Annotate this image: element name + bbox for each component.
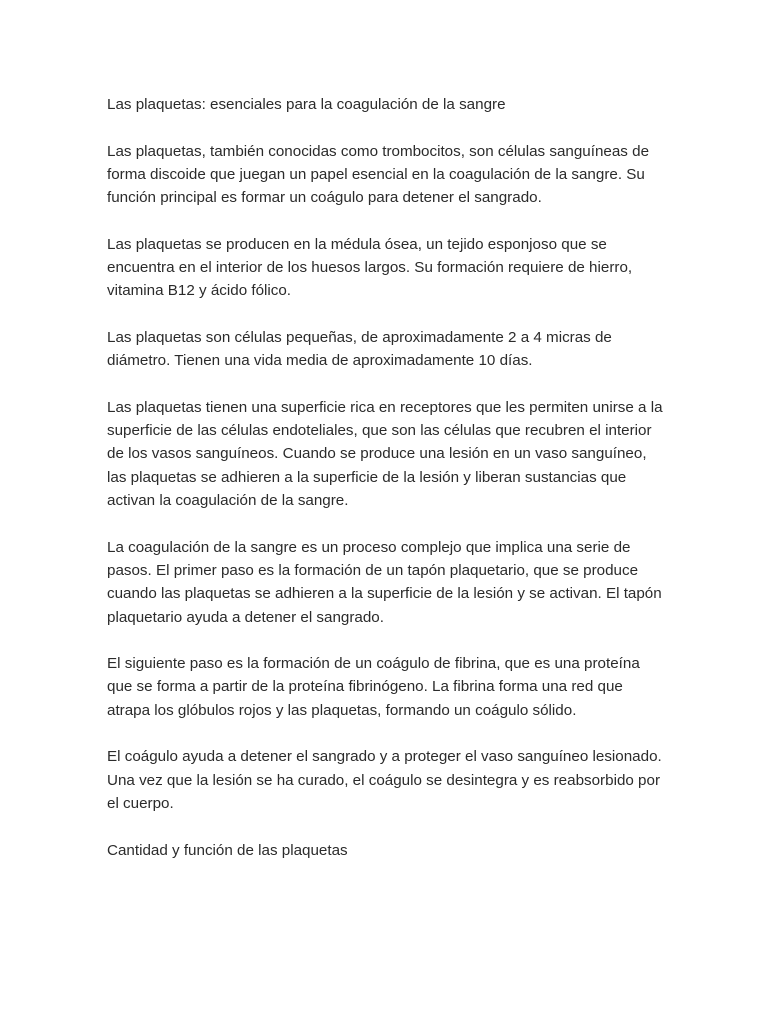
text-line: cuando las plaquetas se adhieren a la superficie de la lesión y se activan. El tapón	[107, 585, 662, 603]
paragraph-production	[107, 233, 707, 303]
text-line: función principal es formar un coágulo para detener el sangrado.	[107, 189, 542, 207]
text-line: Las plaquetas: esenciales para la coagulación de la sangre	[107, 96, 506, 113]
text-line: forma discoide que juegan un papel esencial en la coagulación de la sangre. Su	[107, 165, 645, 183]
paragraph-size	[107, 326, 707, 373]
text-line: El siguiente paso es la formación de un coágulo de fibrina, que es una proteína	[107, 655, 640, 673]
text-line: Las plaquetas se producen en la médula ósea, un tejido esponjoso que se	[107, 235, 607, 253]
text-line: que se forma a partir de la proteína fibrinógeno. La fibrina forma una red que	[107, 678, 623, 696]
text-line: Cantidad y función de las plaquetas	[107, 841, 348, 859]
text-line: Las plaquetas, también conocidas como trombocitos, son células sanguíneas de	[107, 142, 650, 160]
section-heading	[107, 839, 707, 862]
text-line: El coágulo ayuda a detener el sangrado y a proteger el vaso sanguíneo lesionado.	[107, 748, 662, 766]
text-line: Una vez que la lesión se ha curado, el coágulo se desintegra y es reabsorbido por	[107, 771, 661, 789]
text-line: de los vasos sanguíneos. Cuando se produce una lesión en un vaso sanguíneo,	[107, 445, 647, 463]
paragraph-coagulation	[107, 536, 707, 629]
text-line: superficie de las células endoteliales, que son las células que recubren el interior	[107, 422, 652, 440]
text-line: encuentra en el interior de los huesos largos. Su formación requiere de hierro,	[107, 259, 633, 277]
text-line: plaquetario ayuda a detener el sangrado.	[107, 608, 384, 626]
text-line: activan la coagulación de la sangre.	[107, 492, 349, 510]
text-line: diámetro. Tienen una vida media de aproximadamente 10 días.	[107, 352, 533, 370]
paragraph-intro	[107, 140, 707, 210]
paragraph-fibrin	[107, 652, 707, 722]
text-line: el cuerpo.	[107, 794, 174, 812]
text-line: Las plaquetas son células pequeñas, de aproximadamente 2 a 4 micras de	[107, 328, 612, 346]
document-title	[107, 93, 707, 116]
text-line: La coagulación de la sangre es un proceso complejo que implica una serie de	[107, 538, 631, 556]
text-line: las plaquetas se adhieren a la superficie de la lesión y liberan sustancias que	[107, 468, 627, 486]
paragraph-clot	[107, 745, 707, 815]
document-body	[107, 93, 707, 885]
text-line: Las plaquetas tienen una superficie rica en receptores que les permiten unirse a la	[107, 398, 663, 416]
paragraph-receptors	[107, 396, 707, 512]
text-line: vitamina B12 y ácido fólico.	[107, 282, 292, 300]
text-line: pasos. El primer paso es la formación de un tapón plaquetario, que se produce	[107, 561, 639, 579]
text-line: atrapa los glóbulos rojos y las plaquetas, formando un coágulo sólido.	[107, 701, 577, 719]
